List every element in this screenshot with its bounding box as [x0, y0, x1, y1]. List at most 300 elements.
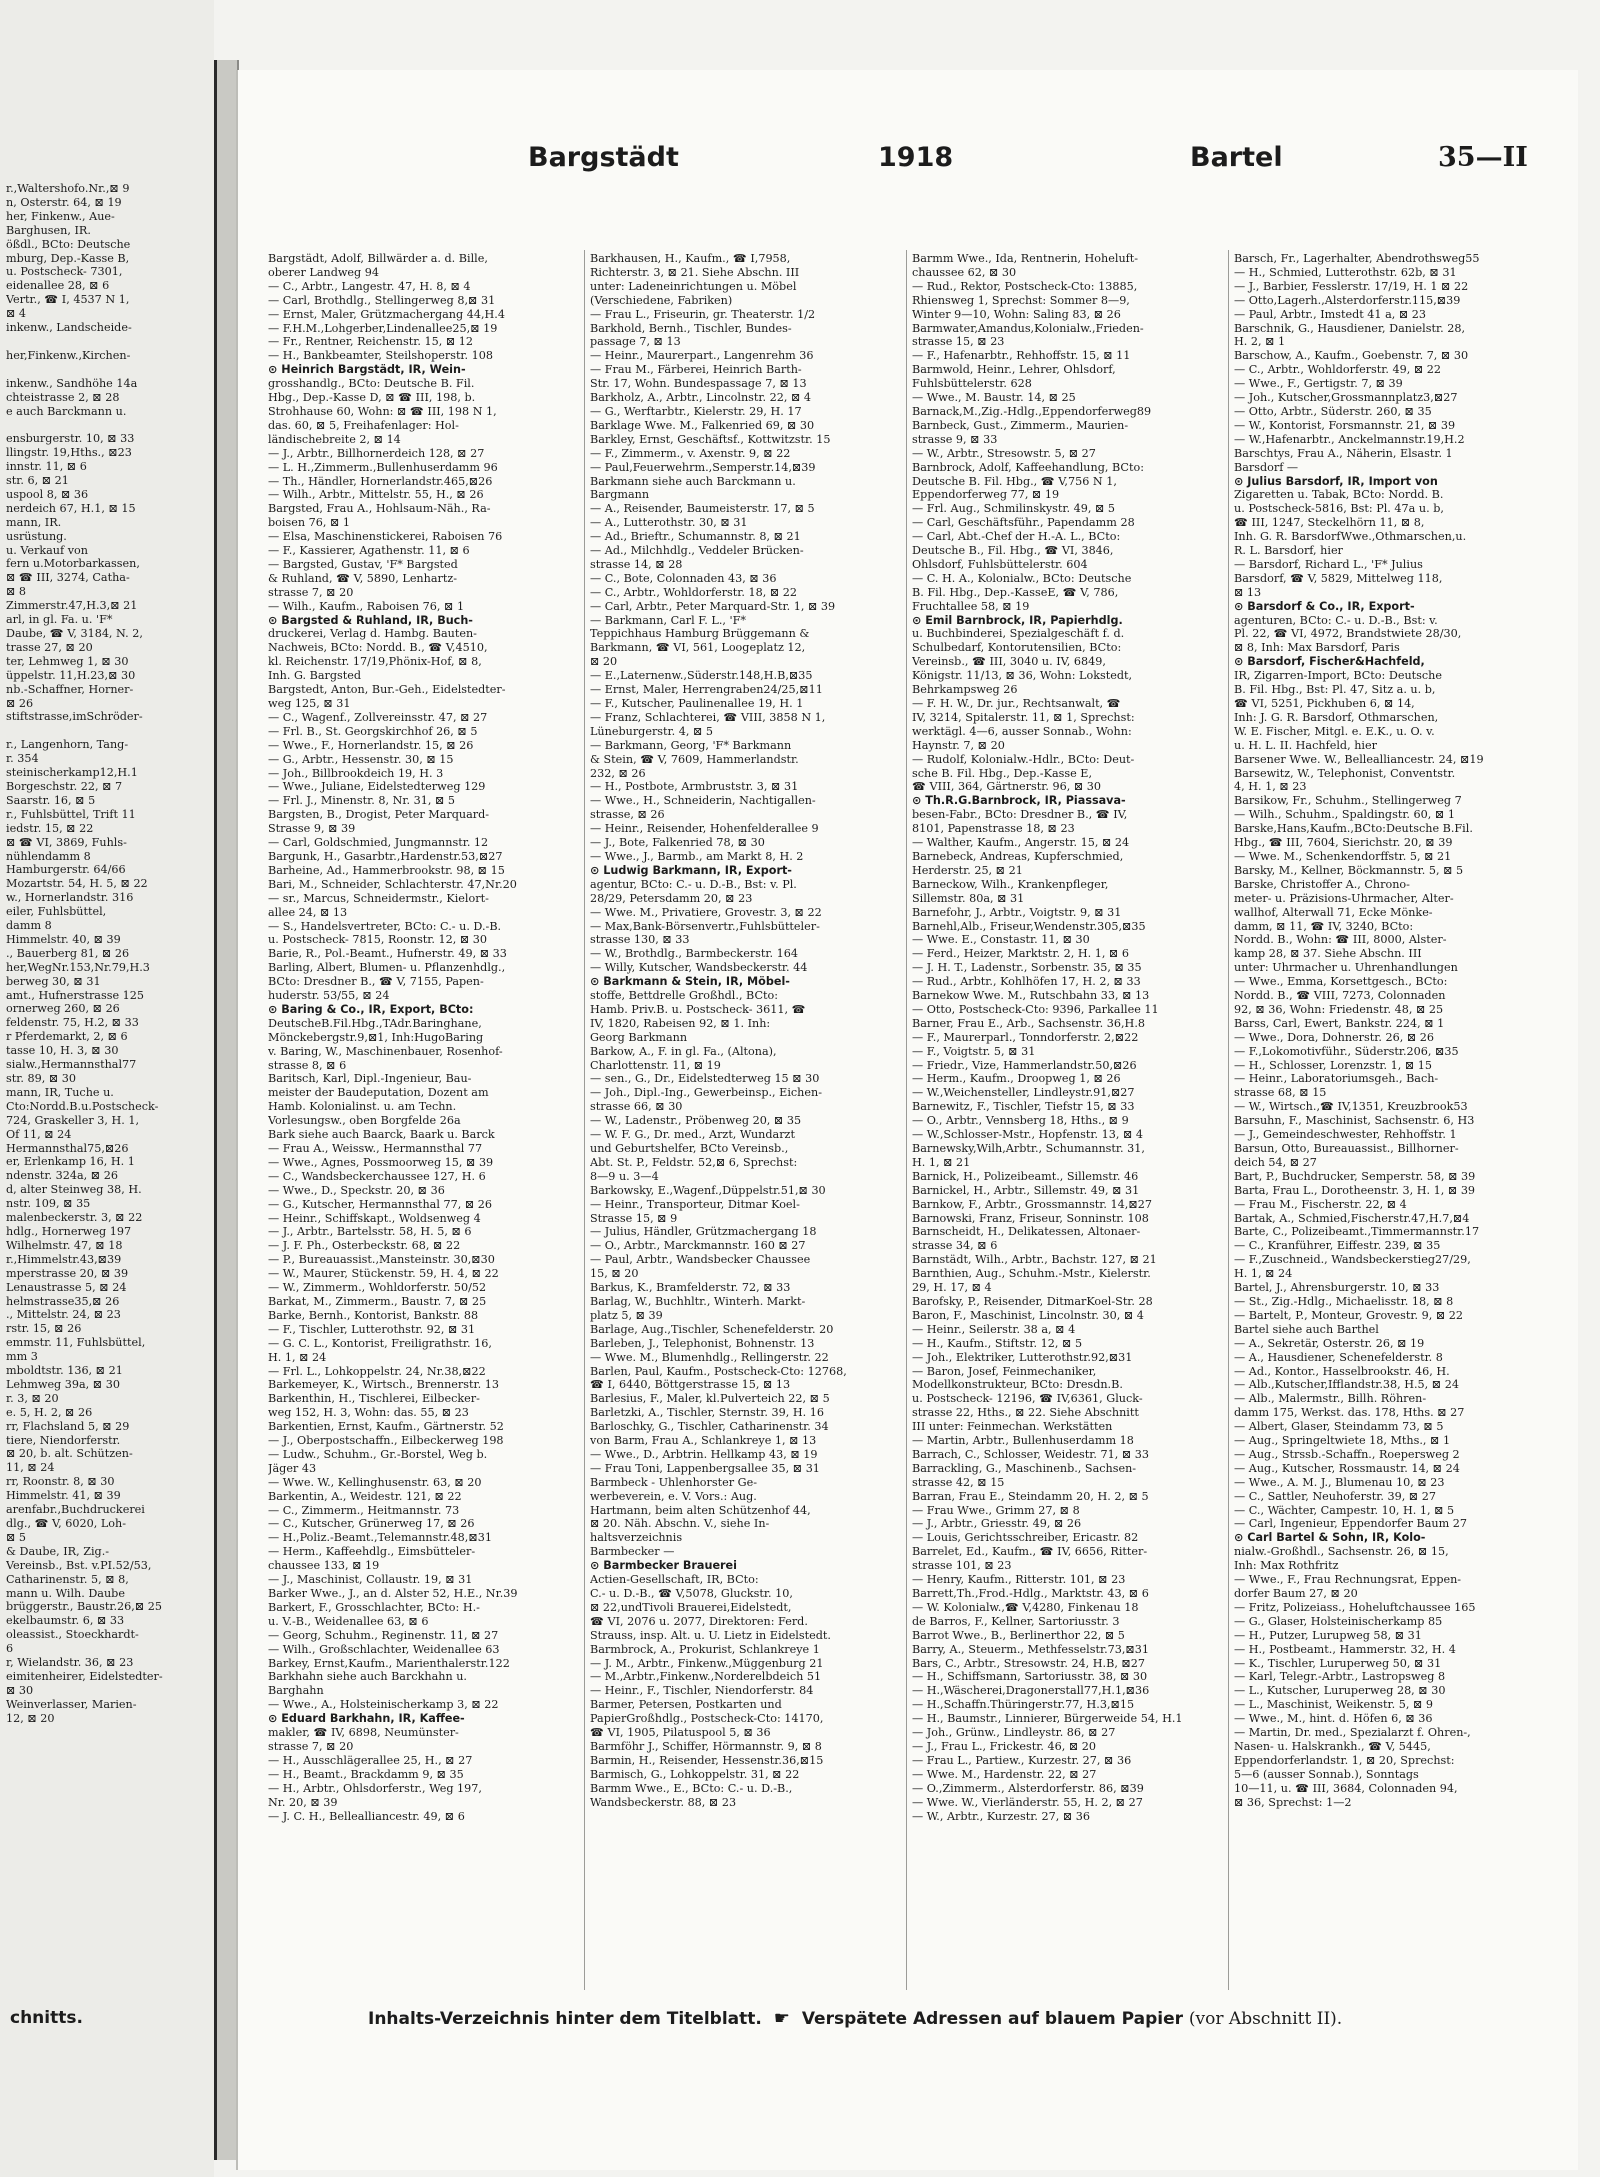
page-footer: [368, 2008, 1568, 2029]
directory-entry-line: Barnewsky,Wilh,Arbtr., Schumannstr. 31,: [912, 1142, 1145, 1155]
directory-entry-line: — L. H.,Zimmerm.,Bullenhuserdamm 96: [268, 460, 498, 474]
directory-entry-line: hdlg., Hornerweg 197: [6, 1224, 132, 1238]
directory-entry-line: Eppendorferweg 77, ⊠ 19: [912, 488, 1060, 502]
directory-entry-line: von Barm, Frau A., Schlankreye 1, ⊠ 13: [590, 1434, 817, 1448]
directory-entry-line: Mozartstr. 54, H. 5, ⊠ 22: [6, 877, 148, 891]
directory-entry-line: Barschnik, G., Hausdiener, Danielstr. 28,: [1234, 321, 1466, 335]
directory-entry-line: — O.,Zimmerm., Alsterdorferstr. 86, ⊠39: [912, 1781, 1144, 1795]
directory-entry-line: — Alb.,Kutscher,Ifflandstr.38, H.5, ⊠ 24: [1234, 1378, 1459, 1392]
directory-entry-line: — Heinr., Reisender, Hohenfelderallee 9: [590, 822, 819, 836]
directory-entry-line: 12, ⊠ 20: [6, 1711, 55, 1725]
directory-entry-line: — Wwe. M., Hardenstr. 22, ⊠ 27: [912, 1767, 1097, 1781]
directory-entry-line: amt., Hufnerstrasse 125: [6, 988, 144, 1002]
directory-entry-line: — Joh., Billbrookdeich 19, H. 3: [268, 766, 444, 780]
directory-entry-line: Modellkonstrukteur, BCto: Dresdn.B.: [912, 1378, 1123, 1392]
directory-entry-line: u. Postscheck-5816, Bst: Pl. 47a u. b,: [1234, 502, 1444, 516]
directory-entry-line: W. E. Fischer, Mitgl. e. E.K., u. O. v.: [1234, 724, 1435, 738]
directory-entry-line: Sillemstr. 80a, ⊠ 31: [912, 891, 1025, 905]
directory-entry-line: — F., Maurerparl., Tonndorferstr. 2,⊠22: [912, 1030, 1139, 1044]
directory-entry-line: Barmer, Petersen, Postkarten und: [590, 1698, 782, 1712]
directory-entry-line: ößdl., BCto: Deutsche: [6, 237, 131, 251]
directory-entry-line: 28/29, Petersdamm 20, ⊠ 23: [590, 891, 753, 905]
directory-entry-line: ⊙ Barmbecker Brauerei: [590, 1559, 737, 1573]
directory-entry-line: Inh. G. R. BarsdorfWwe.,Othmarschen,u.: [1234, 530, 1467, 544]
directory-entry-line: — W.,Schlosser-Mstr., Hopfenstr. 13, ⊠ 4: [912, 1128, 1144, 1142]
directory-entry-line: & Stein, ☎ V, 7609, Hammerlandstr.: [590, 752, 799, 766]
directory-entry-line: Catharinenstr. 5, ⊠ 8,: [6, 1572, 129, 1586]
directory-entry-line: — L., Maschinist, Weikenstr. 5, ⊠ 9: [1234, 1698, 1434, 1712]
directory-entry-line: ⊙ Carl Bartel & Sohn, IR, Kolo-: [1234, 1531, 1426, 1545]
directory-entry-line: — Herm., Kaufm., Droopweg 1, ⊠ 26: [912, 1072, 1121, 1086]
directory-entry-line: — G. C. L., Kontorist, Freiligrathstr. 16,: [268, 1336, 492, 1350]
directory-entry-line: Barkowsky, E.,Wagenf.,Düppelstr.51,⊠ 30: [590, 1183, 826, 1197]
directory-entry-line: — Wwe., D., Speckstr. 20, ⊠ 36: [268, 1183, 445, 1197]
directory-entry-line: 724, Graskeller 3, H. 1,: [6, 1113, 140, 1127]
directory-entry-line: Barsdorf —: [1234, 460, 1299, 474]
directory-entry-line: — F., Zimmerm., v. Axenstr. 9, ⊠ 22: [590, 446, 791, 460]
directory-entry-line: weg 152, H. 3, Wohn: das. 55, ⊠ 23: [268, 1406, 469, 1420]
directory-entry-line: — Wwe. W., Kellinghusenstr. 63, ⊠ 20: [268, 1475, 482, 1489]
directory-entry-line: Bark siehe auch Baarck, Baark u. Barck: [268, 1128, 495, 1142]
directory-entry-line: [6, 724, 212, 738]
directory-entry-line: — Albert, Glaser, Steindamm 73, ⊠ 5: [1234, 1420, 1444, 1434]
directory-entry-line: — J., Arbtr., Billhornerdeich 128, ⊠ 27: [268, 446, 485, 460]
directory-entry-line: u. V.-B., Weidenallee 63, ⊠ 6: [268, 1614, 429, 1628]
directory-entry-line: dorfer Baum 27, ⊠ 20: [1234, 1587, 1358, 1600]
directory-entry-line: Barkat, M., Zimmerm., Baustr. 7, ⊠ 25: [268, 1294, 487, 1308]
directory-entry-line: Nr. 20, ⊠ 39: [268, 1795, 338, 1809]
directory-entry-line: Barloschky, G., Tischler, Catharinenstr. 34: [590, 1420, 829, 1434]
directory-entry-line: — Heinr., F., Tischler, Niendorferstr. 84: [590, 1684, 814, 1698]
directory-entry-line: — Aug., Strssb.-Schaffn., Roepersweg 2: [1234, 1447, 1460, 1461]
directory-entry-line: grosshandlg., BCto: Deutsche B. Fil.: [268, 377, 475, 391]
directory-entry-line: Barran, Frau E., Steindamm 20, H. 2, ⊠ 5: [912, 1489, 1149, 1503]
directory-entry-line: Strauss, insp. Alt. u. U. Lietz in Eidelstedt.: [590, 1628, 831, 1642]
directory-entry-line: Vereinsb., ☎ III, 3040 u. IV, 6849,: [912, 655, 1106, 669]
directory-entry-line: — Ad., Milchhdlg., Veddeler Brücken-: [590, 544, 804, 558]
directory-entry-line: — Frl. J., Minenstr. 8, Nr. 31, ⊠ 5: [268, 794, 456, 808]
header-last-entry: Bartel: [1190, 142, 1283, 173]
directory-entry-line: — G., Werftarbtr., Kielerstr. 29, H. 17: [590, 404, 802, 418]
directory-entry-line: mann u. Wilh. Daube: [6, 1586, 125, 1600]
directory-entry-line: 4, H. 1, ⊠ 23: [1234, 780, 1307, 794]
directory-entry-line: Barkmann siehe auch Barckmann u.: [590, 474, 796, 488]
directory-entry-line: — F.,Lokomotivführ., Süderstr.206, ⊠35: [1234, 1044, 1459, 1058]
directory-entry-line: — Bartelt, P., Monteur, Grovestr. 9, ⊠ 22: [1234, 1308, 1463, 1322]
directory-entry-line: — W., Kontorist, Forsmannstr. 21, ⊠ 39: [1234, 418, 1456, 432]
directory-entry-line: ⊙ Barsdorf & Co., IR, Export-: [1234, 599, 1415, 613]
directory-entry-line: Deutsche B., Fil. Hbg., ☎ VI, 3846,: [912, 544, 1114, 558]
directory-entry-line: brüggerstr., Baustr.26,⊠ 25: [6, 1600, 162, 1614]
directory-entry-line: Baron, F., Maschinist, Lincolnstr. 30, ⊠ 4: [912, 1308, 1144, 1322]
directory-entry-line: IR, Zigarren-Import, BCto: Deutsche: [1234, 669, 1442, 683]
directory-entry-line: Hbg., Dep.-Kasse D, ⊠ ☎ III, 198, b.: [268, 391, 476, 405]
directory-entry-line: stiftstrasse,imSchröder-: [6, 710, 143, 724]
directory-entry-line: nerdeich 67, H.1, ⊠ 15: [6, 501, 136, 515]
directory-entry-line: Barghusen, IR.: [6, 223, 91, 237]
directory-entry-line: — Wwe., Agnes, Possmoorweg 15, ⊠ 39: [268, 1155, 494, 1169]
directory-entry-line: strasse 9, ⊠ 33: [912, 432, 998, 446]
directory-entry-line: — W. F. G., Dr. med., Arzt, Wundarzt: [590, 1128, 795, 1142]
directory-entry-line: damm 8: [6, 919, 52, 933]
directory-entry-line: — H., Schiffsmann, Sartoriusstr. 38, ⊠ 30: [912, 1670, 1148, 1684]
directory-entry-line: — Frau M., Fischerstr. 22, ⊠ 4: [1234, 1197, 1407, 1211]
directory-entry-line: — Fr., Rentner, Reichenstr. 15, ⊠ 12: [268, 335, 473, 349]
directory-entry-line: — S., Handelsvertreter, BCto: C.- u. D.-B.: [268, 919, 502, 933]
directory-entry-line: das. 60, ⊠ 5, Freihafenlager: Hol-: [268, 418, 459, 432]
directory-entry-line: mperstrasse 20, ⊠ 39: [6, 1266, 129, 1280]
directory-entry-line: mboldtstr. 136, ⊠ 21: [6, 1364, 123, 1378]
directory-entry-line: — Th., Händler, Hornerlandstr.465,⊠26: [268, 474, 493, 488]
directory-entry-line: strasse 8, ⊠ 6: [268, 1058, 347, 1072]
directory-entry-line: mburg, Dep.-Kasse B,: [6, 251, 130, 265]
directory-entry-line: u. Postscheck- 7815, Roonstr. 12, ⊠ 30: [268, 933, 488, 947]
directory-entry-line: Barnack,M.,Zig.-Hdlg.,Eppendorferweg89: [912, 404, 1152, 418]
directory-entry-line: Of 11, ⊠ 24: [6, 1127, 72, 1141]
directory-entry-line: — F., Kassierer, Agathenstr. 11, ⊠ 6: [268, 544, 470, 558]
directory-entry-line: — G., Glaser, Holsteinischerkamp 85: [1234, 1614, 1443, 1628]
directory-entry-line: Hamb. Kolonialinst. u. am Techn.: [268, 1100, 457, 1114]
directory-entry-line: feldenstr. 75, H.2, ⊠ 33: [6, 1016, 139, 1030]
directory-entry-line: Barrett,Th.,Frod.-Hdlg., Marktstr. 43, ⊠ 6: [912, 1587, 1149, 1600]
directory-entry-line: ⊙ Julius Barsdorf, IR, Import von: [1234, 474, 1438, 488]
directory-entry-line: arl, in gl. Fa. u. 'F*: [6, 613, 113, 627]
directory-entry-line: — M.,Arbtr.,Finkenw.,Norderelbdeich 51: [590, 1670, 822, 1684]
directory-entry-line: e. 5, H. 2, ⊠ 26: [6, 1405, 93, 1419]
directory-entry-line: — Wwe., A., Holsteinischerkamp 3, ⊠ 22: [268, 1698, 499, 1712]
directory-entry-line: H. 1, ⊠ 24: [268, 1350, 327, 1364]
footer-index-note: Inhalts-Verzeichnis hinter dem Titelblatt.: [368, 2009, 762, 2029]
directory-entry-line: — Barkmann, Carl F. L., 'F*: [590, 613, 746, 627]
header-first-entry: Bargstädt: [528, 142, 679, 173]
directory-entry-line: — Joh., Kutscher,Grossmannplatz3,⊠27: [1234, 391, 1458, 405]
directory-entry-line: — Martin, Arbtr., Bullenhuserdamm 18: [912, 1434, 1134, 1448]
directory-entry-line: — Julius, Händler, Grützmachergang 18: [590, 1225, 817, 1239]
directory-entry-line: strasse 34, ⊠ 6: [912, 1239, 998, 1253]
directory-entry-line: — Joh., Elektriker, Lutterothstr.92,⊠31: [912, 1350, 1133, 1364]
directory-entry-line: H. 1, ⊠ 24: [1234, 1267, 1293, 1281]
directory-entry-line: ☎ VI, 5251, Pickhuben 6, ⊠ 14,: [1234, 697, 1415, 710]
directory-entry-line: ⊠ ☎ VI, 3869, Fuhls-: [6, 835, 127, 849]
directory-entry-line: — Otto, Postscheck-Cto: 9396, Parkallee 11: [912, 1002, 1159, 1016]
directory-entry-line: — Wwe., M., hint. d. Höfen 6, ⊠ 36: [1234, 1712, 1433, 1726]
directory-entry-line: Actien-Gesellschaft, IR, BCto:: [590, 1573, 759, 1587]
directory-entry-line: — Wwe., A. M. J., Blumenau 10, ⊠ 23: [1234, 1475, 1445, 1489]
directory-entry-line: werktägl. 4—6, ausser Sonnab., Wohn:: [912, 724, 1132, 738]
directory-entry-line: Barta, Frau L., Dorotheenstr. 3, H. 1, ⊠ 39: [1234, 1183, 1476, 1197]
directory-entry-line: strasse 42, ⊠ 15: [912, 1475, 1005, 1489]
directory-entry-line: — J. M., Arbtr., Finkenw.,Müggenburg 21: [590, 1656, 824, 1670]
directory-entry-line: her, Finkenw., Aue-: [6, 209, 115, 223]
directory-entry-line: 29, H. 17, ⊠ 4: [912, 1281, 992, 1295]
directory-entry-line: er, Erlenkamp 16, H. 1: [6, 1155, 135, 1169]
directory-entry-line: [6, 363, 212, 377]
directory-entry-line: Behrkampsweg 26: [912, 683, 1018, 697]
directory-entry-line: — Wwe., Emma, Korsettgesch., BCto:: [1234, 975, 1448, 989]
header-year: 1918: [878, 142, 954, 173]
directory-entry-line: Herderstr. 25, ⊠ 21: [912, 863, 1023, 877]
directory-entry-line: — Frl. B., St. Georgskirchhof 26, ⊠ 5: [268, 724, 478, 738]
directory-entry-line: Inh: Max Rothfritz: [1234, 1559, 1339, 1573]
directory-entry-line: Barkholz, A., Arbtr., Lincolnstr. 22, ⊠ 4: [590, 391, 812, 405]
directory-entry-line: r Pferdemarkt, 2, ⊠ 6: [6, 1030, 128, 1044]
directory-entry-line: — W.,Weichensteller, Lindleystr.91,⊠27: [912, 1086, 1135, 1100]
directory-entry-line: tiere, Niendorferstr.: [6, 1433, 121, 1447]
directory-entry-line: Himmelstr. 41, ⊠ 39: [6, 1489, 121, 1503]
directory-entry-line: Inh: J. G. R. Barsdorf, Othmarschen,: [1234, 710, 1439, 724]
directory-entry-line: chaussee 62, ⊠ 30: [912, 265, 1017, 279]
directory-entry-line: — Wilh., Arbtr., Mittelstr. 55, H., ⊠ 26: [268, 488, 484, 502]
directory-entry-line: Lehmweg 39a, ⊠ 30: [6, 1377, 120, 1391]
directory-entry-line: Hbg., ☎ III, 7604, Sierichstr. 20, ⊠ 39: [1234, 836, 1453, 850]
directory-entry-line: — Wwe., F., Gertigstr. 7, ⊠ 39: [1234, 377, 1403, 391]
directory-entry-line: — Carl, Goldschmied, Jungmannstr. 12: [268, 836, 489, 850]
directory-entry-line: — J. H. T., Ladenstr., Sorbenstr. 35, ⊠ 35: [912, 961, 1142, 975]
directory-entry-line: Eppendorferlandstr. 1, ⊠ 20, Sprechst:: [1234, 1753, 1455, 1767]
directory-entry-line: ⊙ Heinrich Bargstädt, IR, Wein-: [268, 363, 466, 377]
directory-entry-line: Barkentin, A., Weidestr. 121, ⊠ 22: [268, 1489, 462, 1503]
directory-entry-line: Barnick, H., Polizeibeamt., Sillemstr. 46: [912, 1169, 1139, 1183]
directory-entry-line: Bargmann: [590, 488, 650, 502]
directory-entry-line: — C., Sattler, Neuhoferstr. 39, ⊠ 27: [1234, 1489, 1436, 1503]
directory-entry-line: oleassist., Stoeckhardt-: [6, 1628, 139, 1642]
directory-entry-line: ter, Lehmweg 1, ⊠ 30: [6, 654, 129, 668]
directory-entry-line: Barkhold, Bernh., Tischler, Bundes-: [590, 321, 792, 335]
directory-entry-line: 5—6 (ausser Sonnab.), Sonntags: [1234, 1767, 1419, 1781]
directory-entry-line: Barkey, Ernst,Kaufm., Marienthalerstr.122: [268, 1656, 510, 1670]
directory-entry-line: Barte, C., Polizeibeamt.,Timmermannstr.17: [1234, 1225, 1480, 1239]
directory-entry-line: Barklage Wwe. M., Falkenried 69, ⊠ 30: [590, 418, 815, 432]
directory-entry-line: oberer Landweg 94: [268, 265, 380, 279]
directory-entry-line: Barling, Albert, Blumen- u. Pflanzenhdlg.,: [268, 961, 506, 975]
directory-entry-line: — J. F. Ph., Osterbeckstr. 68, ⊠ 22: [268, 1239, 461, 1253]
directory-entry-line: rr, Roonstr. 8, ⊠ 30: [6, 1475, 115, 1489]
directory-entry-line: — H., Baumstr., Linnierer, Bürgerweide 54, H.1: [912, 1712, 1183, 1726]
directory-entry-line: Deutsche B. Fil. Hbg., ☎ V,756 N 1,: [912, 474, 1117, 488]
directory-entry-line: Charlottenstr. 11, ⊠ 19: [590, 1058, 721, 1072]
directory-entry-line: Barrelet, Ed., Kaufm., ☎ IV, 6656, Ritter-: [912, 1545, 1148, 1559]
directory-entry-line: — Wwe., J., Barmb., am Markt 8, H. 2: [590, 849, 804, 863]
directory-entry-line: ländischebreite 2, ⊠ 14: [268, 432, 401, 446]
directory-entry-line: Weinverlasser, Marien-: [6, 1697, 137, 1711]
directory-entry-line: Barnebeck, Andreas, Kupferschmied,: [912, 849, 1124, 863]
directory-entry-line: Teppichhaus Hamburg Brüggemann &: [590, 627, 810, 641]
directory-entry-line: rstr. 15, ⊠ 26: [6, 1322, 82, 1336]
directory-entry-line: Barsch, Fr., Lagerhalter, Abendrothsweg55: [1234, 252, 1480, 265]
directory-entry-line: Barkert, F., Grosschlachter, BCto: H.-: [268, 1600, 480, 1614]
directory-entry-line: — J., Frau L., Frickestr. 46, ⊠ 20: [912, 1739, 1097, 1753]
directory-entry-line: — F.,Zuschneid., Wandsbeckerstieg27/29,: [1234, 1253, 1471, 1267]
directory-entry-line: Georg Barkmann: [590, 1030, 688, 1044]
directory-entry-line: Barletzki, A., Tischler, Sternstr. 39, H. 16: [590, 1406, 824, 1420]
directory-entry-line: inkenw., Landscheide-: [6, 321, 132, 335]
directory-entry-line: — J., Barbier, Fesslerstr. 17/19, H. 1 ⊠ 22: [1234, 279, 1469, 293]
directory-entry-line: — Heinr., Seilerstr. 38 a, ⊠ 4: [912, 1322, 1076, 1336]
directory-entry-line: Barss, Carl, Ewert, Bankstr. 224, ⊠ 1: [1234, 1016, 1445, 1030]
directory-entry-line: — C., Zimmerm., Heitmannstr. 73: [268, 1503, 460, 1517]
directory-entry-line: fern u.Motorbarkassen,: [6, 557, 140, 571]
directory-entry-line: — H., Schlosser, Lorenzstr. 1, ⊠ 15: [1234, 1058, 1433, 1072]
left-page-fragment: [0, 0, 214, 2177]
directory-entry-line: Hartmann, beim alten Schützenhof 44,: [590, 1503, 811, 1517]
directory-entry-line: stoffe, Bettdrelle Großhdl., BCto:: [590, 989, 779, 1003]
directory-entry-line: werbeverein, e. V. Vors.: Aug.: [590, 1489, 757, 1503]
directory-entry-line: kl. Reichenstr. 17/19,Phönix-Hof, ⊠ 8,: [268, 655, 482, 669]
directory-entry-line: — O., Arbtr., Marckmannstr. 160 ⊠ 27: [590, 1239, 806, 1253]
directory-entry-line: malenbeckerstr. 3, ⊠ 22: [6, 1211, 143, 1225]
directory-entry-line: Daube, ☎ V, 3184, N. 2,: [6, 627, 143, 640]
directory-entry-line: Bargstädt, Adolf, Billwärder a. d. Bille,: [268, 252, 488, 265]
directory-entry-line: besen-Fabr., BCto: Dresdner B., ☎ IV,: [912, 808, 1128, 822]
directory-entry-line: — Heinr., Maurerpart., Langenrehm 36: [590, 349, 814, 363]
directory-entry-line: [6, 418, 212, 432]
directory-entry-line: strasse 15, ⊠ 23: [912, 335, 1005, 349]
directory-entry-line: — Carl, Geschäftsführ., Papendamm 28: [912, 516, 1135, 530]
directory-entry-line: Barkhausen, H., Kaufm., ☎ I,7958,: [590, 252, 791, 265]
directory-entry-line: Barsikow, Fr., Schuhm., Stellingerweg 7: [1234, 794, 1462, 808]
directory-entry-line: — sen., G., Dr., Eidelstedterweg 15 ⊠ 30: [590, 1072, 820, 1086]
directory-entry-line: — Rud., Rektor, Postscheck-Cto: 13885,: [912, 279, 1138, 293]
directory-entry-line: Barnowski, Franz, Friseur, Sonninstr. 108: [912, 1211, 1149, 1225]
directory-entry-line: — Frau Wwe., Grimm 27, ⊠ 8: [912, 1503, 1080, 1517]
directory-entry-line: ⊠ 8, Inh: Max Barsdorf, Paris: [1234, 641, 1400, 655]
directory-entry-line: Winter 9—10, Wohn: Saling 83, ⊠ 26: [912, 307, 1121, 321]
directory-entry-line: Barsewitz, W., Telephonist, Conventstr.: [1234, 766, 1456, 780]
directory-entry-line: 8—9 u. 3—4: [590, 1169, 659, 1183]
directory-entry-line: Barsener Wwe. W., Bellealliancestr. 24, ⊠19: [1234, 752, 1484, 766]
directory-entry-line: — H., Ausschlägerallee 25, H., ⊠ 27: [268, 1753, 473, 1767]
directory-entry-line: ekelbaumstr. 6, ⊠ 33: [6, 1614, 125, 1628]
directory-entry-line: — Ernst, Maler, Grützmachergang 44,H.4: [268, 307, 505, 321]
directory-entry-line: Barkow, A., F. in gl. Fa., (Altona),: [590, 1044, 777, 1058]
directory-entry-line: Barmbeck - Uhlenhorster Ge-: [590, 1475, 757, 1489]
directory-entry-line: — H., Postbeamt., Hammerstr. 32, H. 4: [1234, 1642, 1456, 1656]
directory-entry-line: Barske, Christoffer A., Chrono-: [1234, 877, 1410, 891]
directory-entry-line: Bari, M., Schneider, Schlachterstr. 47,Nr.20: [268, 877, 517, 891]
directory-entry-line: ., Bauerberg 81, ⊠ 26: [6, 946, 130, 960]
directory-entry-line: 232, ⊠ 26: [590, 766, 646, 780]
directory-entry-line: — Ferd., Heizer, Marktstr. 2, H. 1, ⊠ 6: [912, 947, 1129, 961]
directory-entry-line: — H.,Poliz.-Beamt.,Telemannstr.48,⊠31: [268, 1531, 492, 1545]
directory-entry-line: — Rud., Arbtr., Kohlhöfen 17, H. 2, ⊠ 33: [912, 975, 1141, 989]
directory-entry-line: Barmm Wwe., Ida, Rentnerin, Hoheluft-: [912, 252, 1139, 265]
directory-entry-line: Lenaustrasse 5, ⊠ 24: [6, 1280, 127, 1294]
directory-entry-line: Jäger 43: [268, 1461, 317, 1475]
directory-entry-line: Fuhlsbüttelerstr. 628: [912, 377, 1032, 391]
directory-entry-line: ⊙ Bargsted & Ruhland, IR, Buch-: [268, 613, 473, 627]
directory-entry-line: ⊙ Barkmann & Stein, IR, Möbel-: [590, 975, 790, 989]
directory-entry-line: Barrot Wwe., B., Berlinerthor 22, ⊠ 5: [912, 1628, 1125, 1642]
directory-entry-line: Barnekow Wwe. M., Rutschbahn 33, ⊠ 13: [912, 989, 1150, 1003]
directory-entry-line: — J. C. H., Bellealliancestr. 49, ⊠ 6: [268, 1809, 465, 1823]
directory-entry-line: — Joh., Grünw., Lindleystr. 86, ⊠ 27: [912, 1726, 1116, 1740]
directory-entry-line: — Wwe. W., Vierländerstr. 55, H. 2, ⊠ 27: [912, 1795, 1143, 1809]
directory-entry-line: — F.H.M.,Lohgerber,Lindenallee25,⊠ 19: [268, 321, 498, 335]
directory-entry-line: Barsdorf, ☎ V, 5829, Mittelweg 118,: [1234, 571, 1443, 585]
directory-entry-line: — Wwe., Juliane, Eidelstedterweg 129: [268, 780, 486, 794]
directory-entry-line: ⊙ Th.R.G.Barnbrock, IR, Piassava-: [912, 794, 1126, 808]
directory-entry-line: Strasse 9, ⊠ 39: [268, 822, 356, 836]
directory-entry-line: — Frau M., Färberei, Heinrich Barth-: [590, 363, 802, 377]
directory-entry-line: — C., Arbtr., Wohldorferstr. 49, ⊠ 22: [1234, 363, 1442, 377]
directory-entry-line: berweg 30, ⊠ 31: [6, 974, 101, 988]
directory-entry-line: strasse 14, ⊠ 28: [590, 557, 683, 571]
directory-entry-line: Zimmerstr.47,H.3,⊠ 21: [6, 599, 138, 613]
directory-entry-line: Wilhelmstr. 47, ⊠ 18: [6, 1238, 123, 1252]
directory-entry-line: — Elsa, Maschinenstickerei, Raboisen 76: [268, 530, 503, 544]
directory-entry-line: Cto:Nordd.B.u.Postscheck-: [6, 1099, 159, 1113]
directory-entry-line: — Carl, Arbtr., Peter Marquard-Str. 1, ⊠ 39: [590, 599, 836, 613]
directory-entry-line: — Wwe., F., Frau Rechnungsrat, Eppen-: [1234, 1573, 1462, 1587]
directory-entry-line: uspool 8, ⊠ 36: [6, 487, 89, 501]
directory-entry-line: — Wwe., M. Baustr. 14, ⊠ 25: [912, 391, 1076, 405]
directory-entry-line: ⊠ 20: [590, 655, 618, 669]
directory-entry-line: Barnkow, F., Arbtr., Grossmannstr. 14,⊠27: [912, 1197, 1152, 1211]
directory-entry-line: ☎ VI, 2076 u. 2077, Direktoren: Ferd.: [590, 1614, 808, 1628]
directory-entry-line: — Frau A., Weissw., Hermannsthal 77: [268, 1142, 483, 1155]
directory-entry-line: H. 2, ⊠ 1: [1234, 335, 1286, 349]
directory-entry-line: ⊠ 36, Sprechst: 1—2: [1234, 1795, 1352, 1809]
directory-entry-line: r.,Waltershofo.Nr.,⊠ 9: [6, 182, 130, 195]
directory-entry-line: Nachweis, BCto: Nordd. B., ☎ V,4510,: [268, 641, 488, 655]
directory-entry-line: sche B. Fil. Hbg., Dep.-Kasse E,: [912, 766, 1092, 780]
directory-entry-line: eiler, Fuhlsbüttel,: [6, 905, 107, 919]
page-header: [238, 142, 1578, 182]
directory-entry-line: eimitenheirer, Eidelstedter-: [6, 1669, 163, 1683]
directory-entry-line: — Ad., Brieftr., Schumannstr. 8, ⊠ 21: [590, 530, 801, 544]
directory-entry-line: v. Baring, W., Maschinenbauer, Rosenhof-: [268, 1044, 503, 1058]
directory-entry-line: Ohlsdorf, Fuhlsbüttelerstr. 604: [912, 557, 1088, 571]
directory-entry-line: — H., Arbtr., Ohlsdorferstr., Weg 197,: [268, 1781, 482, 1795]
directory-entry-line: Barkemeyer, K., Wirtsch., Brennerstr. 13: [268, 1378, 499, 1392]
directory-entry-line: — C. H. A., Kolonialw., BCto: Deutsche: [912, 571, 1132, 585]
directory-entry-line: — C., Wandsbeckerchaussee 127, H. 6: [268, 1169, 486, 1183]
header-page-number: 35—II: [1438, 142, 1528, 173]
directory-entry-line: — Paul, Arbtr., Wandsbecker Chaussee: [590, 1253, 811, 1267]
directory-entry-line: inkenw., Sandhöhe 14a: [6, 376, 138, 390]
directory-entry-line: d, alter Steinweg 38, H.: [6, 1183, 142, 1197]
directory-entry-line: agentur, BCto: C.- u. D.-B., Bst: v. Pl.: [590, 877, 797, 891]
directory-entry-line: — W., Wirtsch.,☎ IV,1351, Kreuzbrook53: [1234, 1100, 1468, 1114]
directory-entry-line: Barkley, Ernst, Geschäftsf., Kottwitzstr. 15: [590, 432, 831, 446]
directory-entry-line: 6: [6, 1642, 14, 1656]
directory-entry-line: Barheine, Ad., Hammerbrookstr. 98, ⊠ 15: [268, 863, 505, 877]
directory-entry-line: — Paul,Feuerwehrm.,Semperstr.14,⊠39: [590, 460, 816, 474]
directory-entry-line: Barmbecker —: [590, 1545, 675, 1559]
directory-entry-line: haltsverzeichnis: [590, 1531, 683, 1545]
directory-entry-line: e auch Barckmann u.: [6, 404, 127, 418]
directory-entry-line: 15, ⊠ 20: [590, 1267, 639, 1281]
directory-entry-line: sialw.,Hermannsthal77: [6, 1058, 137, 1072]
directory-entry-line: ⊠ 26: [6, 696, 34, 710]
directory-entry-line: — C., Arbtr., Langestr. 47, H. 8, ⊠ 4: [268, 279, 471, 293]
directory-entry-line: Rhiensweg 1, Sprechst: Sommer 8—9,: [912, 293, 1130, 307]
directory-entry-line: — Aug., Springeltwiete 18, Mths., ⊠ 1: [1234, 1434, 1451, 1448]
directory-entry-line: mm 3: [6, 1350, 38, 1364]
directory-entry-line: makler, ☎ IV, 6898, Neumünster-: [268, 1726, 459, 1740]
directory-entry-line: strasse, ⊠ 26: [590, 808, 665, 822]
directory-entry-line: — G., Kutscher, Hermannsthal 77, ⊠ 26: [268, 1197, 492, 1211]
directory-column-1: [268, 252, 600, 1988]
directory-entry-line: r., Langenhorn, Tang-: [6, 738, 129, 752]
directory-entry-line: Himmelstr. 40, ⊠ 39: [6, 932, 121, 946]
directory-entry-line: Richterstr. 3, ⊠ 21. Siehe Abschn. III: [590, 265, 800, 279]
directory-column-4: [1234, 252, 1566, 1988]
directory-entry-line: r.,Himmelstr.43,⊠39: [6, 1252, 122, 1266]
directory-entry-line: üppelstr. 11,H.23,⊠ 30: [6, 668, 136, 682]
directory-entry-line: Barneckow, Wilh., Krankenpfleger,: [912, 877, 1109, 891]
directory-entry-line: Strasse 15, ⊠ 9: [590, 1211, 678, 1225]
